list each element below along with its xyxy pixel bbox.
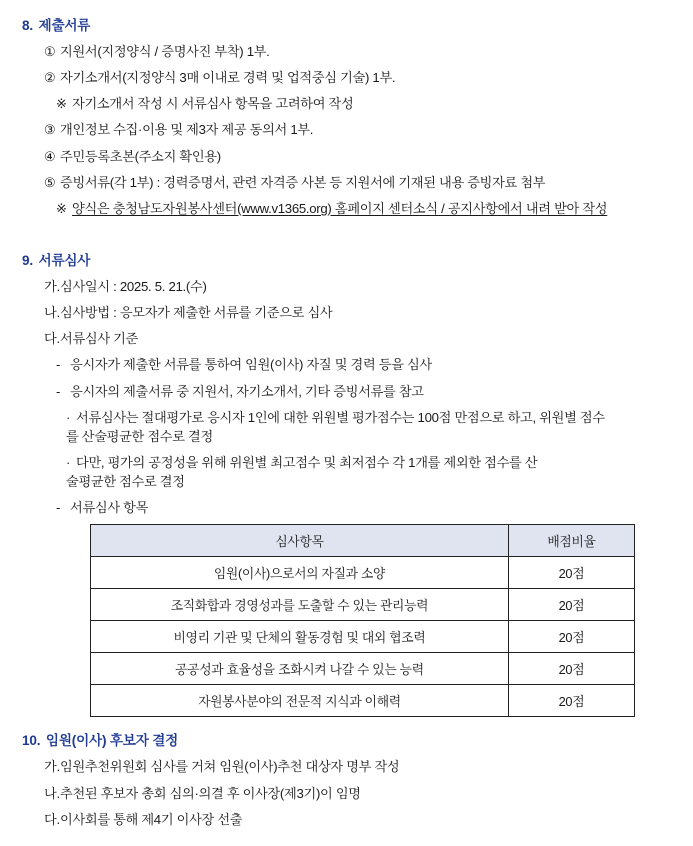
review-criteria-table bbox=[90, 524, 635, 717]
list-item-text: 증빙서류(각 1부) : 경력증명서, 관련 자격증 사본 등 지원서에 기재된 내용 증빙자료 첨부 bbox=[60, 174, 546, 190]
list-item bbox=[22, 277, 671, 296]
table-row bbox=[91, 557, 635, 589]
list-item bbox=[22, 355, 671, 374]
section-title: 서류심사 bbox=[38, 252, 91, 268]
list-item-text: 임원추천위원회 심사를 거쳐 임원(이사)추천 대상자 명부 작성 bbox=[60, 759, 400, 775]
table-row bbox=[91, 653, 635, 685]
list-marker: ② bbox=[44, 70, 56, 86]
list-item bbox=[22, 173, 671, 192]
cell-score: 20점 bbox=[508, 685, 634, 717]
section-heading-candidate-decision bbox=[22, 729, 671, 749]
list-marker: 다. bbox=[44, 331, 60, 347]
list-item bbox=[22, 42, 671, 61]
list-item bbox=[22, 408, 671, 446]
table-row bbox=[91, 589, 635, 621]
list-item bbox=[22, 147, 671, 166]
list-item bbox=[22, 784, 671, 803]
list-item bbox=[22, 453, 671, 491]
list-item-text: 응시자의 제출서류 중 지원서, 자기소개서, 기타 증빙서류를 참고 bbox=[70, 383, 424, 399]
list-item bbox=[22, 810, 671, 829]
list-item-text: 서류심사 항목 bbox=[70, 500, 148, 516]
section-number: 10. bbox=[22, 733, 41, 749]
list-item-text: 추천된 후보자 총회 심의·의결 후 이사장(제3기)이 임명 bbox=[60, 785, 361, 801]
list-marker: - bbox=[56, 357, 61, 373]
section-number: 8. bbox=[22, 18, 33, 33]
table-row bbox=[91, 621, 635, 653]
list-item-text: 자기소개서 작성 시 서류심사 항목을 고려하여 작성 bbox=[72, 96, 354, 112]
list-item-text: 지원서(지정양식 / 증명사진 부착) 1부. bbox=[60, 44, 270, 59]
list-marker: 가. bbox=[44, 759, 60, 775]
list-item-text: 응시자가 제출한 서류를 통하여 임원(이사) 자질 및 경력 등을 심사 bbox=[70, 357, 432, 373]
cell-score: 20점 bbox=[508, 653, 634, 685]
list-marker: - bbox=[56, 500, 61, 516]
list-marker: ※ bbox=[56, 96, 67, 112]
section-title: 제출서류 bbox=[38, 18, 91, 33]
cell-item: 공공성과 효율성을 조화시켜 나갈 수 있는 능력 bbox=[91, 653, 509, 685]
list-item-text: 심사일시 : 2025. 5. 21.(수) bbox=[60, 278, 207, 294]
list-item-text: 이사회를 통해 제4기 이사장 선출 bbox=[60, 811, 243, 827]
list-item bbox=[22, 303, 671, 322]
section-heading-submission-documents bbox=[22, 14, 671, 34]
list-item-text: 서류심사 기준 bbox=[60, 331, 138, 347]
column-header-item: 심사항목 bbox=[91, 525, 509, 557]
list-item-note bbox=[22, 94, 671, 113]
table-row bbox=[91, 685, 635, 717]
list-marker: 다. bbox=[44, 811, 60, 827]
list-item-text: 심사방법 : 응모자가 제출한 서류를 기준으로 심사 bbox=[60, 305, 333, 321]
list-marker: ③ bbox=[44, 122, 56, 138]
section-heading-document-review bbox=[22, 249, 671, 269]
list-item-text: 다만, 평가의 공정성을 위해 위원별 최고점수 및 최저점수 각 1개를 제외한 점수를 산술평균한 점수로 결정 bbox=[66, 454, 538, 490]
list-item bbox=[22, 498, 671, 517]
column-header-score: 배점비율 bbox=[508, 525, 634, 557]
section-title: 임원(이사) 후보자 결정 bbox=[45, 733, 179, 749]
section-number: 9. bbox=[22, 252, 33, 268]
list-item-text: 자기소개서(지정양식 3매 이내로 경력 및 업적중심 기술) 1부. bbox=[60, 70, 396, 86]
list-marker: ⑤ bbox=[44, 174, 56, 190]
list-item bbox=[22, 329, 671, 348]
cell-item: 조직화합과 경영성과를 도출할 수 있는 관리능력 bbox=[91, 589, 509, 621]
list-marker: ④ bbox=[44, 148, 56, 164]
cell-item: 임원(이사)으로서의 자질과 소양 bbox=[91, 557, 509, 589]
list-marker: 나. bbox=[44, 305, 60, 321]
list-marker: ① bbox=[44, 44, 56, 59]
table-header-row bbox=[91, 525, 635, 557]
list-item bbox=[22, 68, 671, 87]
cell-item: 비영리 기관 및 단체의 활동경험 및 대외 협조력 bbox=[91, 621, 509, 653]
cell-score: 20점 bbox=[508, 589, 634, 621]
list-item-note bbox=[22, 199, 671, 218]
cell-score: 20점 bbox=[508, 557, 634, 589]
cell-item: 자원봉사분야의 전문적 지식과 이해력 bbox=[91, 685, 509, 717]
list-marker: ※ bbox=[56, 200, 67, 216]
list-marker: · bbox=[66, 409, 71, 425]
list-item bbox=[22, 757, 671, 776]
list-item-text: 서류심사는 절대평가로 응시자 1인에 대한 위원별 평가점수는 100점 만점으로 하고, 위원별 점수를 산술평균한 점수로 결정 bbox=[66, 409, 605, 444]
list-item-text: 양식은 충청남도자원봉사센터(www.v1365.org) 홈페이지 센터소식 / 공지사항에서 내려 받아 작성 bbox=[72, 200, 608, 216]
list-marker: 나. bbox=[44, 785, 60, 801]
list-item-text: 개인정보 수집·이용 및 제3자 제공 동의서 1부. bbox=[60, 122, 314, 138]
list-marker: · bbox=[66, 454, 71, 470]
list-marker: 가. bbox=[44, 278, 60, 294]
list-marker: - bbox=[56, 383, 61, 399]
list-item bbox=[22, 120, 671, 139]
list-item-text: 주민등록초본(주소지 확인용) bbox=[60, 148, 221, 164]
list-item bbox=[22, 382, 671, 401]
cell-score: 20점 bbox=[508, 621, 634, 653]
